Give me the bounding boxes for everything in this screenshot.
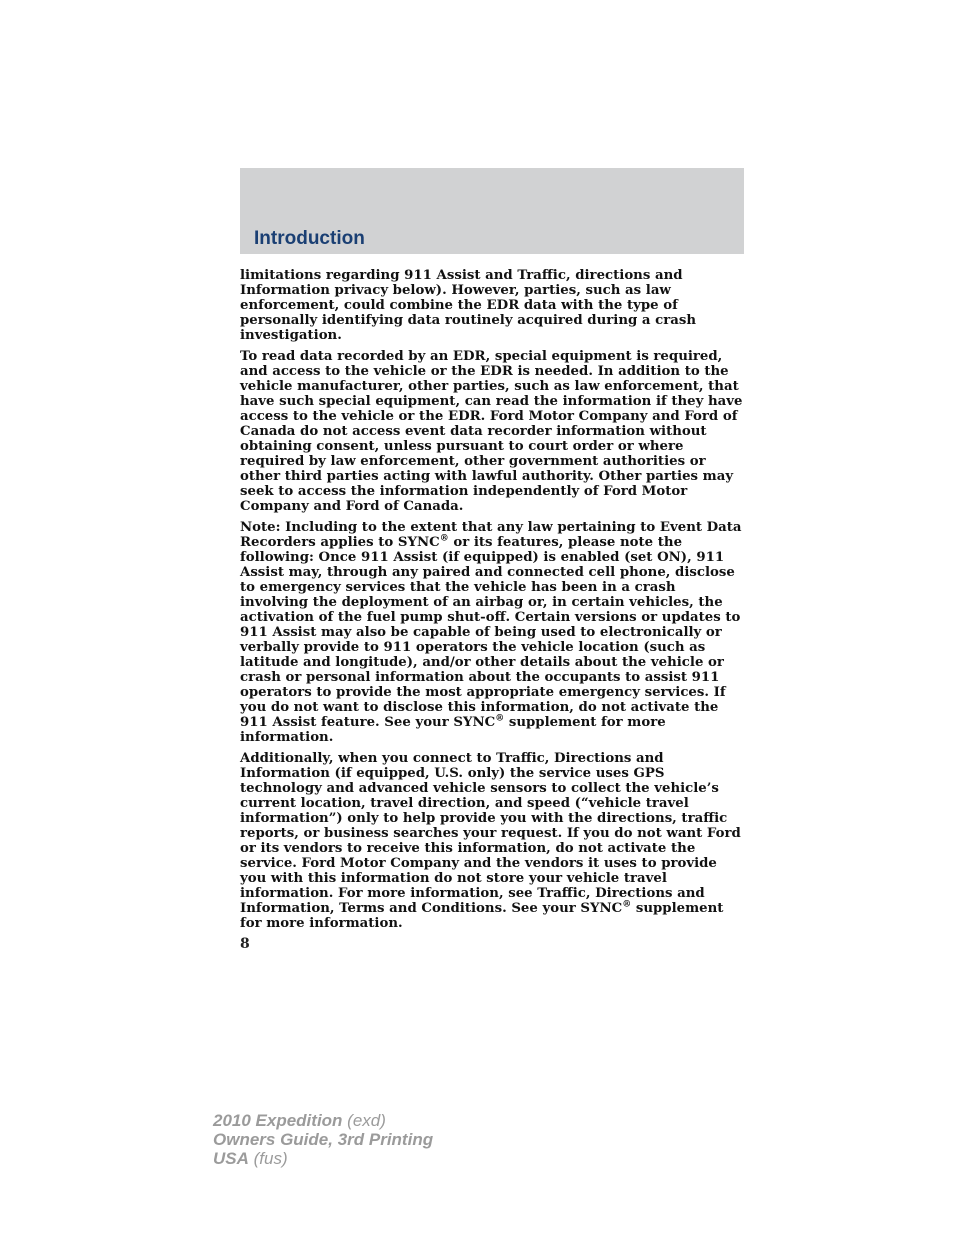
paragraph-3: Note: Including to the extent that any law pertaining to Event Data Recorders applies to SYNC® or its features, please note the following: Once 911 Assist (if equipped) is enabled (set ON), 911 Assist may, through any paired and connected cell phone, disclose to emergency services that the vehicle has been in a crash involving the deployment of an airbag or, in certain vehicles, the activation of the fuel pump shut-off. Certain versions or updates to 911 Assist may also be capable of being used to electronically or verbally provide to 911 operators the vehicle location (such as latitude and longitude), and/or other details about the vehicle or crash or personal information about the occupants to assist 911 operators to provide the most appropriate emergency services. If you do not want to disclose this information, do not activate the 911 Assist feature. See your SYNC® supplement for more information. — [240, 520, 742, 745]
footer-line-1: 2010 Expedition (exd) — [213, 1111, 386, 1130]
document-footer — [213, 1111, 433, 1168]
paragraph-4: Additionally, when you connect to Traffic, Directions and Information (if equipped, U.S. only) the service uses GPS technology and advanced vehicle sensors to collect the vehicle’s current location, travel direction, and speed (“vehicle travel information”) only to help provide you with the directions, traffic reports, or business searches your request. If you do not want Ford or its vendors to receive this information, do not activate the service. Ford Motor Company and the vendors it uses to provide you with this information do not store your vehicle travel information. For more information, see Traffic, Directions and Information, Terms and Conditions. See your SYNC® supplement for more information. — [240, 751, 741, 931]
footer-line-2: Owners Guide, 3rd Printing — [213, 1130, 434, 1149]
registered-mark: ® — [495, 713, 505, 724]
paragraph-2: To read data recorded by an EDR, special equipment is required, and access to the vehicle or the EDR is needed. In addition to the vehicle manufacturer, other parties, such as law enforcement, that have such special equipment, can read the information if they have access to the vehicle or the EDR. Ford Motor Company and Ford of Canada do not access event data recorder information without obtaining consent, unless pursuant to court order or where required by law enforcement, other government authorities or other third parties acting with lawful authority. Other parties may seek to access the information independently of Ford Motor Company and Ford of Canada. — [240, 349, 743, 514]
body-text — [240, 268, 746, 952]
page-number: 8 — [240, 936, 250, 952]
registered-mark: ® — [439, 533, 449, 544]
paragraph-1: limitations regarding 911 Assist and Traffic, directions and Information privacy below). However, parties, such as law enforcement, could combine the EDR data with the type of personally identifying data routinely acquired during a crash investigation. — [240, 268, 697, 343]
registered-mark: ® — [622, 899, 632, 910]
section-header-band — [240, 168, 744, 254]
section-title: Introduction — [254, 228, 365, 249]
footer-line-3: USA (fus) — [213, 1149, 288, 1168]
